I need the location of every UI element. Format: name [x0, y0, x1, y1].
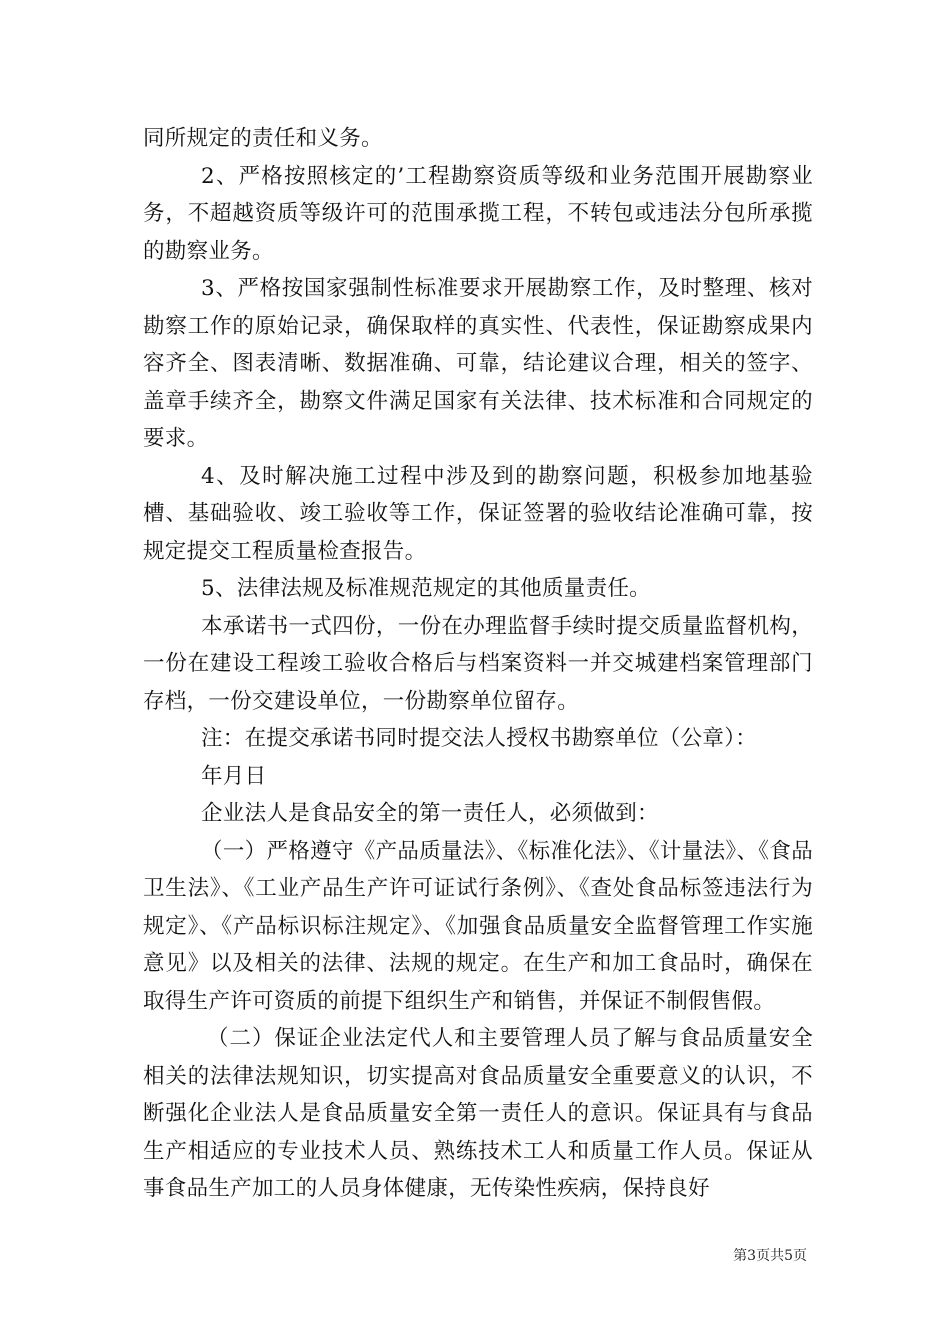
paragraph-3: 3、严格按国家强制性标准要求开展勘察工作，及时整理、核对勘察工作的原始记录，确保取样的真实性、代表性，保证勘察成果内容齐全、图表清晰、数据准确、可靠，结论建议合理，相关的签字、盖章手续齐全，勘察文件满足国家有关法律、技术标准和合同规定的要求。	[143, 276, 813, 451]
page-number-footer: 第3页共5页	[733, 1248, 807, 1264]
paragraph-11: （二）保证企业法定代人和主要管理人员了解与食品质量安全相关的法律法规知识，切实提高对食品质量安全重要意义的认识，不断强化企业法人是食品质量安全第一责任人的意识。保证具有与食品生产相适应的专业技术人员、熟练技术工人和质量工作人员。保证从事食品生产加工的人员身体健康，无传染性疾病，保持良好	[143, 1026, 813, 1201]
paragraph-2: 2、严格按照核定的’工程勘察资质等级和业务范围开展勘察业务，不超越资质等级许可的范围承揽工程，不转包或违法分包所承揽的勘察业务。	[143, 163, 813, 264]
paragraph-8: 年月日	[201, 763, 267, 789]
paragraph-10: （一）严格遵守《产品质量法》、《标准化法》、《计量法》、《食品卫生法》、《工业产品生产许可证试行条例》、《查处食品标签违法行为规定》、《产品标识标注规定》、《加强食品质量安全监督管理工作实施意见》以及相关的法律、法规的规定。在生产和加工食品时，确保在取得生产许可资质的前提下组织生产和销售，并保证不制假售假。	[143, 838, 813, 1014]
paragraph-4: 4、及时解决施工过程中涉及到的勘察问题，积极参加地基验槽、基础验收、竣工验收等工作，保证签署的验收结论准确可靠，按规定提交工程质量检查报告。	[143, 463, 813, 564]
paragraph-1: 同所规定的责任和义务。	[143, 126, 383, 151]
paragraph-6: 本承诺书一式四份，一份在办理监督手续时提交质量监督机构，一份在建设工程竣工验收合格后与档案资料一并交城建档案管理部门存档，一份交建设单位，一份勘察单位留存。	[143, 613, 813, 714]
paragraph-7: 注：在提交承诺书同时提交法人授权书勘察单位（公章）：	[201, 726, 758, 751]
paragraph-5: 5、法律法规及标准规范规定的其他质量责任。	[201, 576, 651, 601]
document-body	[143, 120, 813, 1208]
paragraph-9: 企业法人是食品安全的第一责任人，必须做到：	[201, 801, 659, 826]
